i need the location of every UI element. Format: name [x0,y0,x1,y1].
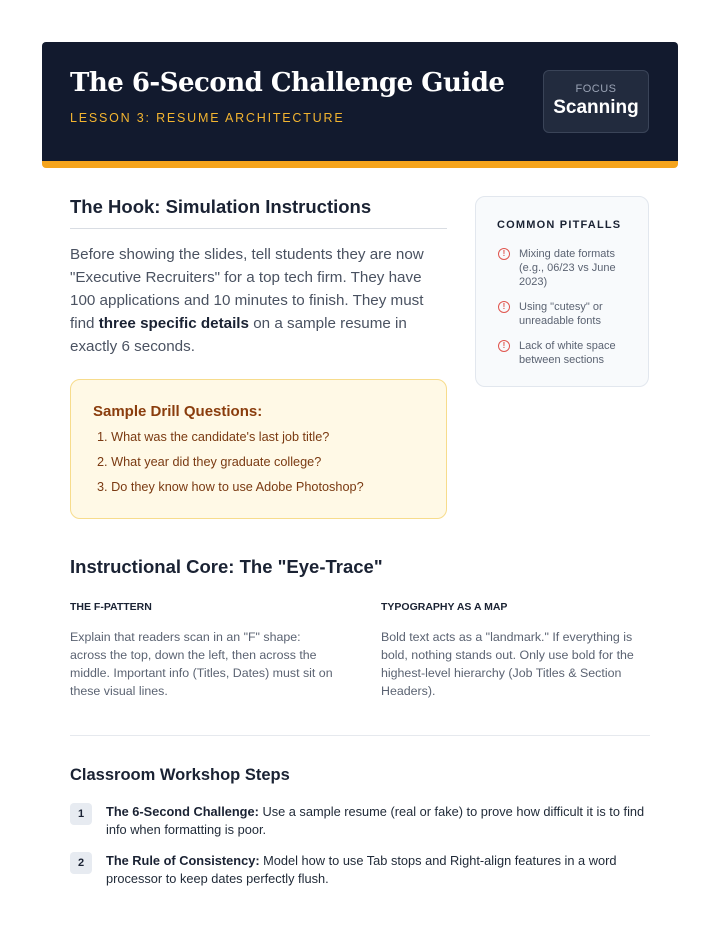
drill-question-list [97,430,364,505]
step-description: Model how to use Tab stops and Right-align features in a word processor to keep dates perfectly flush. [106,853,617,886]
step-text [106,852,646,888]
lesson-subtitle: LESSON 3: RESUME ARCHITECTURE [70,111,345,125]
alert-circle-icon: ! [498,248,510,260]
drill-callout [70,379,447,519]
drill-question: 3. Do they know how to use Adobe Photoshop? [97,480,364,494]
pitfall-text: Mixing date formats (e.g., 06/23 vs June 2023) [519,248,616,288]
pitfalls-title: COMMON PITFALLS [497,219,622,231]
f-pattern-text: Explain that readers scan in an "F" shape: across the top, down the left, then across the middle. Important info (Titles, Dates) must sit on these visual lines. [70,630,333,698]
step-number: 1 [70,803,92,825]
pitfall-text: Lack of white space between sections [519,340,616,366]
alert-circle-icon: ! [498,301,510,313]
hook-text-end: on a sample resume in exactly 6 seconds. [70,315,407,355]
workshop-section-title: Classroom Workshop Steps [70,766,290,784]
hook-paragraph [70,243,450,358]
section-divider [70,735,650,736]
typography-heading: TYPOGRAPHY AS A MAP [381,601,508,613]
step-bold-label: The Rule of Consistency: [106,853,260,868]
drill-title: Sample Drill Questions: [93,403,263,420]
hook-section-title: The Hook: Simulation Instructions [70,196,447,229]
alert-circle-icon: ! [498,340,510,352]
focus-badge [543,70,649,133]
f-pattern-heading: THE F-PATTERN [70,601,152,613]
step-description: Use a sample resume (real or fake) to prove how difficult it is to find info when formatting is poor. [106,804,645,837]
page-title: The 6-Second Challenge Guide [70,68,505,98]
typography-text: Bold text acts as a "landmark." If everything is bold, nothing stands out. Only use bold for the highest-level hierarchy (Job Titles & Section Headers). [381,630,634,698]
step-text [106,803,646,839]
drill-question: 2. What year did they graduate college? [97,455,322,469]
hook-text-bold: three specific details [98,315,249,332]
pitfalls-sidebar [475,196,649,387]
header-banner [42,42,678,168]
core-section-title: Instructional Core: The "Eye-Trace" [70,556,383,577]
focus-label: FOCUS [575,83,617,95]
focus-value: Scanning [553,97,639,118]
step-number: 2 [70,852,92,874]
hook-text-start: Before showing the slides, tell students they are now "Executive Recruiters" for a top tech firm. They have 100 applications and 10 minutes to finish. They must find [70,246,424,332]
pitfall-text: Using "cutesy" or unreadable fonts [519,301,603,327]
step-bold-label: The 6-Second Challenge: [106,804,259,819]
drill-question: 1. What was the candidate's last job title? [97,430,330,444]
